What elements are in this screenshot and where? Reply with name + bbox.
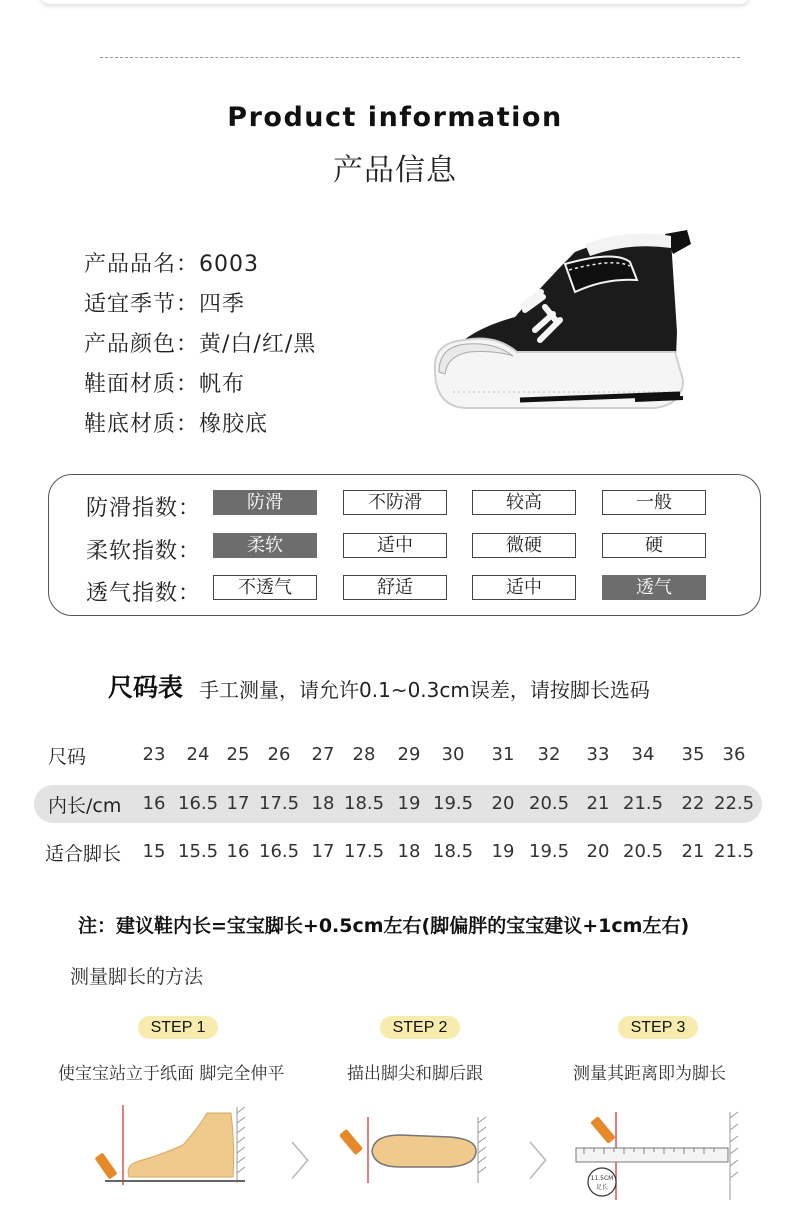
step-2-caption: 描出脚尖和脚后跟	[347, 1064, 483, 1084]
size-cell: 30	[441, 744, 465, 765]
chevron-right-icon: 〉	[290, 1139, 330, 1185]
foot-length-cell: 16.5	[259, 841, 300, 862]
info-row-name	[84, 247, 259, 278]
softness-option-3[interactable]: 微硬	[472, 533, 576, 558]
info-label: 产品颜色：	[84, 332, 200, 357]
info-row-season	[84, 287, 245, 318]
anti-slip-option-2[interactable]: 不防滑	[343, 490, 447, 515]
foot-length-cell: 17	[311, 841, 335, 862]
inner-length-cell: 16	[142, 793, 166, 814]
step-1-illustration	[95, 1105, 255, 1190]
size-cell: 32	[537, 744, 561, 765]
anti-slip-option-3[interactable]: 较高	[472, 490, 576, 515]
info-value: 四季	[199, 292, 246, 317]
anti-slip-label: 防滑指数：	[86, 496, 202, 521]
ruler-badge-label: 足长	[595, 1184, 609, 1191]
size-row-label: 尺码	[48, 746, 87, 768]
chevron-right-icon: 〉	[528, 1139, 568, 1185]
section-title-cn: 产品信息	[333, 153, 457, 188]
size-cell: 25	[226, 744, 250, 765]
anti-slip-option-1[interactable]: 防滑	[213, 490, 317, 515]
step-2-illustration	[340, 1115, 490, 1185]
breathability-option-2[interactable]: 舒适	[343, 575, 447, 600]
inner-length-cell: 20.5	[529, 793, 570, 814]
step-3-badge: STEP 3	[618, 1016, 698, 1039]
foot-length-cell: 20.5	[623, 841, 664, 862]
size-chart-note: 手工测量，请允许0.1~0.3cm误差，请按脚长选码	[199, 678, 650, 702]
info-row-upper	[84, 367, 245, 398]
info-value: 黄/白/红/黑	[199, 332, 317, 357]
foot-length-cell: 21	[681, 841, 705, 862]
inner-length-cell: 20	[491, 793, 515, 814]
info-label: 适宜季节：	[84, 292, 200, 317]
size-cell: 31	[491, 744, 515, 765]
inner-length-cell: 17.5	[259, 793, 300, 814]
size-cell: 33	[586, 744, 610, 765]
foot-length-cell: 18.5	[433, 841, 474, 862]
size-cell: 35	[681, 744, 705, 765]
breathability-option-3[interactable]: 适中	[472, 575, 576, 600]
inner-length-cell: 21.5	[623, 793, 664, 814]
softness-option-2[interactable]: 适中	[343, 533, 447, 558]
inner-length-row-label: 内长/cm	[48, 795, 122, 817]
info-row-sole	[84, 407, 268, 438]
step-3-caption: 测量其距离即为脚长	[573, 1064, 726, 1084]
info-row-color	[84, 327, 316, 358]
size-cell: 27	[311, 744, 335, 765]
foot-length-cell: 15	[142, 841, 166, 862]
info-value: 橡胶底	[199, 412, 269, 437]
size-cell: 28	[352, 744, 376, 765]
inner-length-cell: 18.5	[344, 793, 385, 814]
inner-length-cell: 18	[311, 793, 335, 814]
shoe-product-image	[425, 222, 695, 427]
foot-length-row-label: 适合脚长	[45, 843, 122, 865]
anti-slip-option-4[interactable]: 一般	[602, 490, 706, 515]
inner-length-cell: 22.5	[714, 793, 755, 814]
inner-length-cell: 19	[397, 793, 421, 814]
info-label: 鞋面材质：	[84, 372, 200, 397]
inner-length-cell: 21	[586, 793, 610, 814]
size-cell: 34	[631, 744, 655, 765]
top-card-edge	[40, 0, 750, 4]
foot-length-cell: 18	[397, 841, 421, 862]
inner-length-cell: 16.5	[178, 793, 219, 814]
info-label: 鞋底材质：	[84, 412, 200, 437]
softness-label: 柔软指数：	[86, 539, 202, 564]
size-cell: 36	[722, 744, 746, 765]
ruler-badge-size: 11.5CM	[590, 1175, 614, 1182]
size-chart-title: 尺码表	[108, 673, 184, 702]
inner-length-cell: 19.5	[433, 793, 474, 814]
foot-length-cell: 20	[586, 841, 610, 862]
softness-option-1[interactable]: 柔软	[213, 533, 317, 558]
size-advice-note: 注：建议鞋内长=宝宝脚长+0.5cm左右(脚偏胖的宝宝建议+1cm左右)	[78, 915, 690, 937]
breathability-option-4[interactable]: 透气	[602, 575, 706, 600]
foot-length-cell: 19	[491, 841, 515, 862]
info-value: 帆布	[199, 372, 246, 397]
size-cell: 23	[142, 744, 166, 765]
size-cell: 24	[186, 744, 210, 765]
foot-length-cell: 15.5	[178, 841, 219, 862]
measure-method-title: 测量脚长的方法	[70, 966, 204, 988]
foot-length-cell: 16	[226, 841, 250, 862]
info-label: 产品品名：	[84, 252, 200, 277]
section-title-en: Product information	[227, 102, 563, 133]
inner-length-cell: 17	[226, 793, 250, 814]
foot-length-cell: 17.5	[344, 841, 385, 862]
dashed-divider	[100, 57, 740, 58]
inner-length-cell: 22	[681, 793, 705, 814]
foot-length-cell: 21.5	[714, 841, 755, 862]
step-3-illustration	[572, 1110, 742, 1206]
softness-option-4[interactable]: 硬	[602, 533, 706, 558]
step-2-badge: STEP 2	[380, 1016, 460, 1039]
foot-length-cell: 19.5	[529, 841, 570, 862]
step-1-caption: 使宝宝站立于纸面 脚完全伸平	[58, 1064, 285, 1084]
info-value: 6003	[199, 252, 260, 277]
size-cell: 26	[267, 744, 291, 765]
size-cell: 29	[397, 744, 421, 765]
breathability-label: 透气指数：	[86, 581, 202, 606]
step-1-badge: STEP 1	[138, 1016, 218, 1039]
breathability-option-1[interactable]: 不透气	[213, 575, 317, 600]
